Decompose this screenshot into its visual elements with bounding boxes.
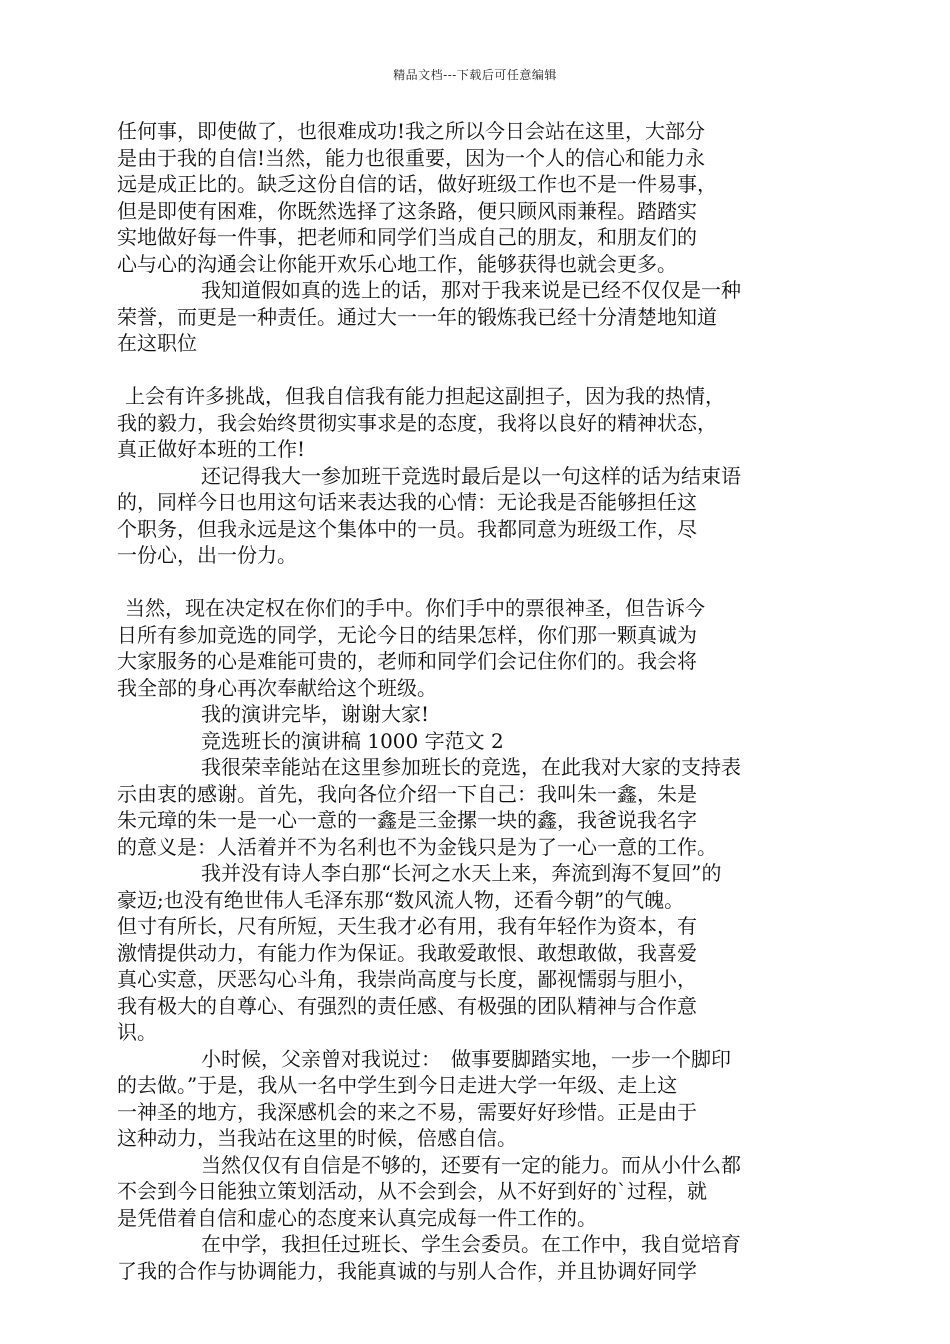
text-line: 但寸有所长，尺有所短，天生我才必有用，我有年轻作为资本，有 <box>117 914 697 938</box>
text-line: 激情提供动力，有能力作为保证。我敢爱敢恨、敢想敢做，我喜爱 <box>117 940 697 965</box>
text-line: 远是成正比的。缺乏这份自信的话，做好班级工作也不是一件易事， <box>117 172 717 196</box>
text-line: 心与心的沟通会让你能开欢乐心地工作，能够获得也就会更多。 <box>117 251 677 276</box>
text-line: 任何事，即使做了，也很难成功!我之所以今日会站在这里，大部分 <box>117 119 706 143</box>
text-line: 一神圣的地方，我深感机会的来之不易，需要好好珍惜。正是由于 <box>117 1099 697 1124</box>
text-line: 识。 <box>117 1020 157 1044</box>
text-line: 真心实意，厌恶勾心斗角，我崇尚高度与长度，鄙视懦弱与胆小， <box>117 967 697 991</box>
text-line: 是凭借着自信和虚心的态度来认真完成每一件工作的。 <box>117 1205 597 1230</box>
text-line: 的，同样今日也用这句话来表达我的心情：无论我是否能够担任这 <box>117 490 697 514</box>
text-line: 日所有参加竞选的同学，无论今日的结果怎样，你们那一颗真诚为 <box>117 622 697 647</box>
text-line: 这种动力，当我站在这里的时候，倍感自信。 <box>117 1126 517 1150</box>
text-line: 示由衷的感谢。首先，我向各位介绍一下自己：我叫朱一鑫，朱是 <box>117 781 697 806</box>
page-header: 精品文档---下载后可任意编辑 <box>393 68 557 82</box>
text-line: 实地做好每一件事，把老师和同学们当成自己的朋友，和朋友们的 <box>117 225 697 249</box>
text-line: 当然仅仅有自信是不够的，还要有一定的能力。而从小什么都 <box>201 1152 741 1177</box>
text-line: 的意义是：人活着并不为名利也不为金钱只是为了一心一意的工作。 <box>117 834 717 859</box>
text-line: 但是即使有困难，你既然选择了这条路，便只顾风雨兼程。踏踏实 <box>117 198 697 223</box>
text-line: 我并没有诗人李白那“长河之水天上来，奔流到海不复回”的 <box>201 861 722 885</box>
text-line: 我有极大的自尊心、有强烈的责任感、有极强的团队精神与合作意 <box>117 993 697 1018</box>
text-line: 个职务，但我永远是这个集体中的一员。我都同意为班级工作，尽 <box>117 516 697 541</box>
text-line: 荣誉，而更是一种责任。通过大一一年的锻炼我已经十分清楚地知道 <box>117 304 717 329</box>
text-line: 小时候，父亲曾对我说过： 做事要脚踏实地，一步一个脚印 <box>201 1046 731 1071</box>
text-line: 还记得我大一参加班干竞选时最后是以一句这样的话为结束语 <box>201 463 741 488</box>
text-line: 在这职位 <box>117 331 197 355</box>
text-line: 我知道假如真的选上的话，那对于我来说是已经不仅仅是一种 <box>201 278 741 302</box>
text-line: 我很荣幸能站在这里参加班长的竞选，在此我对大家的支持表 <box>201 755 741 779</box>
section-title: 竞选班长的演讲稿 1000 字范文 2 <box>201 728 504 753</box>
paragraph-gap <box>117 569 817 596</box>
text-line: 豪迈;也没有绝世伟人毛泽东那“数风流人物，还看今朝”的气魄。 <box>117 887 685 912</box>
text-line: 大家服务的心是难能可贵的，老师和同学们会记住你们的。我会将 <box>117 649 697 673</box>
text-line: 我的演讲完毕，谢谢大家! <box>201 702 430 726</box>
text-line: 我的毅力，我会始终贯彻实事求是的态度，我将以良好的精神状态， <box>117 410 717 435</box>
paragraph-gap <box>117 357 817 384</box>
text-line: 是由于我的自信!当然，能力也很重要，因为一个人的信心和能力永 <box>117 145 706 170</box>
text-line: 一份心，出一份力。 <box>117 543 297 567</box>
text-line: 在中学，我担任过班长、学生会委员。在工作中，我自觉培育 <box>201 1232 741 1256</box>
text-line: 我全部的身心再次奉献给这个班级。 <box>117 675 437 700</box>
text-line: 不会到今日能独立策划活动，从不会到会，从不好到好的`过程，就 <box>117 1179 707 1203</box>
document-body <box>117 118 817 1284</box>
text-line: 了我的合作与协调能力，我能真诚的与别人合作，并且协调好同学 <box>117 1258 697 1283</box>
text-line: 上会有许多挑战，但我自信我有能力担起这副担子，因为我的热情， <box>125 384 725 408</box>
text-line: 的去做。”于是，我从一名中学生到今日走进大学一年级、走上这 <box>117 1073 678 1097</box>
text-line: 朱元璋的朱一是一心一意的一鑫是三金摞一块的鑫，我爸说我名字 <box>117 808 697 832</box>
text-line: 当然，现在决定权在你们的手中。你们手中的票很神圣，但告诉今 <box>125 596 705 620</box>
text-line: 真正做好本班的工作! <box>117 437 306 461</box>
